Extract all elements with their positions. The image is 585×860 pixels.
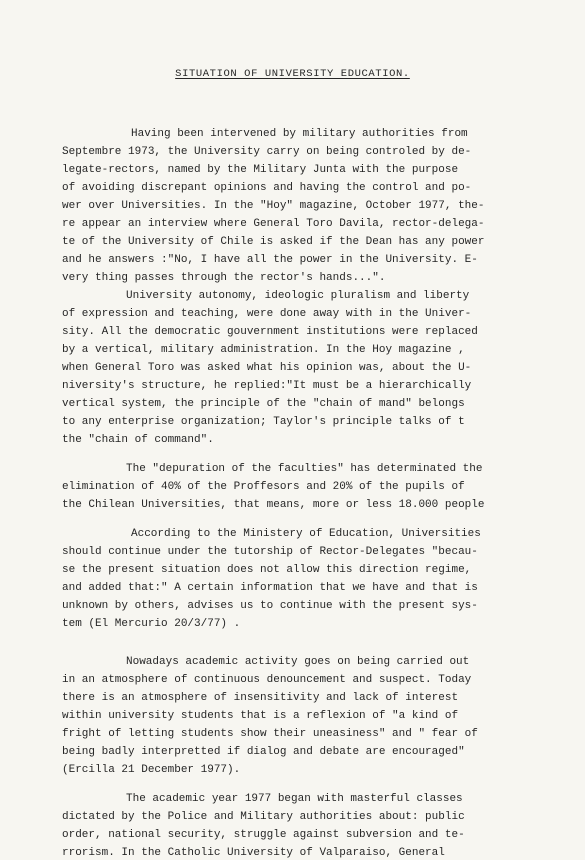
text-line: very thing passes through the rector's hands...". [62,272,386,284]
text-line: According to the Ministery of Education, Universities [131,528,481,540]
text-line: order, national security, struggle against subversion and te- [62,829,465,841]
text-line: Nowadays academic activity goes on being carried out [126,656,470,668]
text-line: (Ercilla 21 December 1977). [62,764,241,776]
text-line: to any enterprise organization; Taylor's principle talks of t [62,416,465,428]
text-line: se the present situation does not allow this direction regime, [62,564,472,576]
text-line: there is an atmosphere of insensitivity and lack of interest [62,692,459,704]
text-line: tem (El Mercurio 20/3/77) . [62,618,241,630]
text-line: re appear an interview where General Toro Davila, rector-delega- [62,218,485,230]
text-line: the "chain of command". [62,434,214,446]
text-line: unknown by others, advises us to continue with the present sys- [62,600,478,612]
text-line: sity. All the democratic gouvernment institutions were replaced [62,326,478,338]
text-line: within university students that is a reflexion of "a kind of [62,710,459,722]
text-line: should continue under the tutorship of Rector-Delegates "becau- [62,546,478,558]
text-line: rrorism. In the Catholic University of Valparaiso, General [62,847,445,859]
text-line: fright of letting students show their uneasiness" and " fear of [62,728,478,740]
document-title: SITUATION OF UNIVERSITY EDUCATION. [175,68,410,80]
text-line: and added that:" A certain information that we have and that is [62,582,478,594]
text-line: elimination of 40% of the Proffesors and 20% of the pupils of [62,481,465,493]
text-line: when General Toro was asked what his opinion was, about the U- [62,362,472,374]
text-line: The academic year 1977 began with masterful classes [126,793,463,805]
text-line: Septembre 1973, the University carry on being controled by de- [62,146,472,158]
text-line: dictated by the Police and Military authorities about: public [62,811,465,823]
text-line: Having been intervened by military authorities from [131,128,468,140]
text-line: of avoiding discrepant opinions and having the control and po- [62,182,472,194]
text-line: niversity's structure, he replied:"It must be a hierarchically [62,380,472,392]
text-line: being badly interpretted if dialog and debate are encouraged" [62,746,465,758]
text-line: and he answers :"No, I have all the power in the University. E- [62,254,478,266]
text-line: legate-rectors, named by the Military Junta with the purpose [62,164,459,176]
text-line: University autonomy, ideologic pluralism and liberty [126,290,470,302]
text-line: vertical system, the principle of the "chain of mand" belongs [62,398,465,410]
text-line: in an atmosphere of continuous denouncement and suspect. Today [62,674,472,686]
text-line: wer over Universities. In the "Hoy" magazine, October 1977, the- [62,200,485,212]
text-line: by a vertical, military administration. In the Hoy magazine , [62,344,465,356]
text-line: te of the University of Chile is asked if the Dean has any power [62,236,485,248]
text-line: the Chilean Universities, that means, more or less 18.000 people [62,499,485,511]
text-line: of expression and teaching, were done away with in the Univer- [62,308,472,320]
text-line: The "depuration of the faculties" has determinated the [126,463,483,475]
